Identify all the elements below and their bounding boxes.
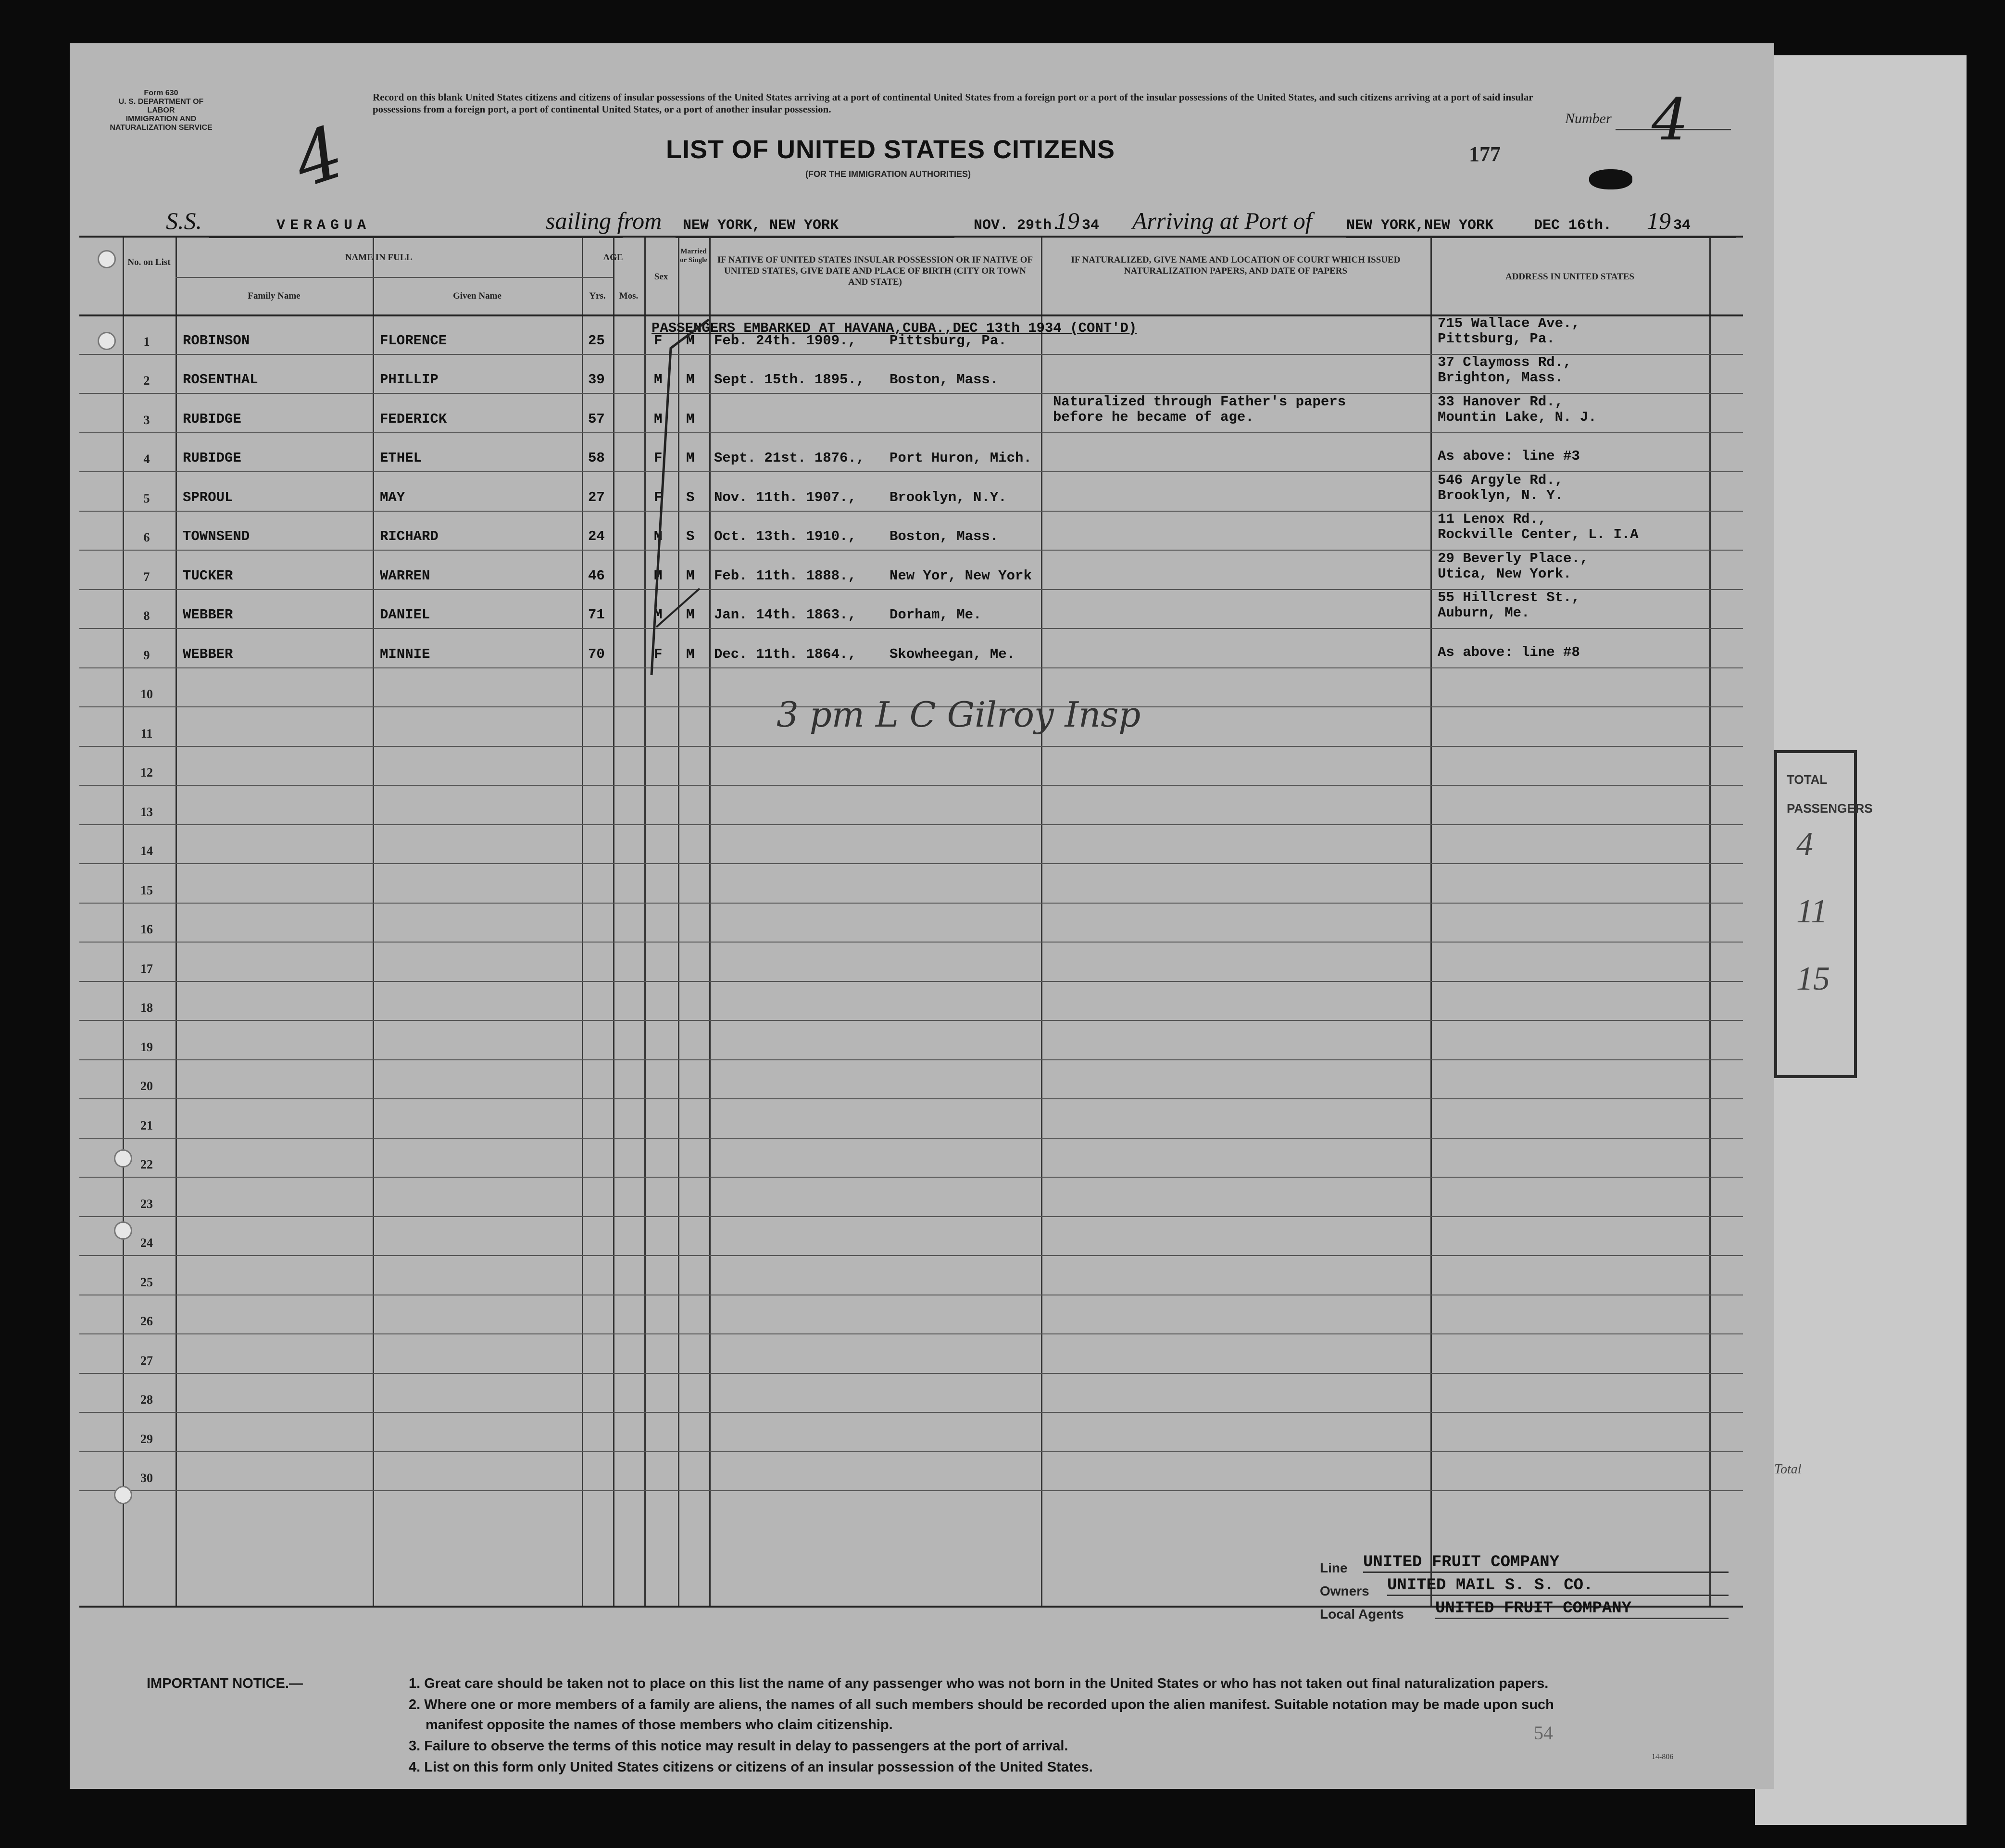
- row-number: 25: [140, 1275, 153, 1289]
- row-rule: [79, 1216, 1743, 1217]
- address-line-2: Brighton, Mass.: [1438, 370, 1564, 386]
- given-name: FEDERICK: [380, 411, 447, 427]
- birth-place: Dorham, Me.: [890, 607, 982, 623]
- binder-hole: [98, 332, 116, 350]
- age-years: 57: [588, 411, 605, 427]
- row-rule: [79, 785, 1743, 786]
- departure-year: 34: [1082, 217, 1100, 234]
- page-subtitle: (FOR THE IMMIGRATION AUTHORITIES): [805, 169, 971, 179]
- row-rule: [79, 1333, 1743, 1334]
- sex: M: [654, 607, 663, 623]
- birth-place: Pittsburg, Pa.: [890, 332, 1007, 349]
- agents-label: Local Agents: [1320, 1607, 1404, 1622]
- age-years: 70: [588, 646, 605, 662]
- birth-date: Dec. 11th. 1864.,: [714, 646, 856, 662]
- family-name: TOWNSEND: [183, 528, 250, 544]
- header-name: NAME IN FULL: [345, 252, 413, 263]
- notice-item-2: 2. Where one or more members of a family are aliens, the names of all such members should be recorded upon the alien manifest. Suitable notation may be made upon such: [409, 1697, 1554, 1712]
- row-rule: [79, 1098, 1743, 1099]
- row-rule: [79, 903, 1743, 904]
- notice-item-3: 3. Failure to observe the terms of this notice may result in delay to passengers at the port of arrival.: [409, 1738, 1068, 1754]
- family-name: WEBBER: [183, 607, 233, 623]
- row-rule: [79, 981, 1743, 982]
- notice-item-2-cont: manifest opposite the names of those members who claim citizenship.: [426, 1717, 893, 1733]
- row-number: 23: [140, 1196, 153, 1211]
- family-name: ROSENTHAL: [183, 372, 258, 388]
- row-rule: [79, 863, 1743, 864]
- tally-mark-2: 11: [1796, 893, 1828, 930]
- marital-status: M: [686, 567, 695, 584]
- marital-status: S: [686, 528, 695, 544]
- address-line-2: As above: line #8: [1438, 644, 1580, 660]
- age-years: 25: [588, 332, 605, 349]
- row-number: 15: [140, 883, 153, 897]
- marital-status: M: [686, 646, 695, 662]
- birth-place: New Yor, New York: [890, 567, 1032, 584]
- row-rule: [79, 1138, 1743, 1139]
- row-rule: [79, 824, 1743, 825]
- age-years: 71: [588, 607, 605, 623]
- row-rule: [79, 746, 1743, 747]
- row-rule: [79, 942, 1743, 943]
- address-line-1: 546 Argyle Rd.,: [1438, 472, 1564, 488]
- row-rule: [79, 1059, 1743, 1060]
- number-label: Number: [1565, 111, 1612, 126]
- birth-date: Feb. 11th. 1888.,: [714, 567, 856, 584]
- notice-item-4: 4. List on this form only United States citizens or citizens of an insular possession of the United States.: [409, 1760, 1093, 1775]
- header-yrs: Yrs.: [589, 291, 606, 301]
- sex: F: [654, 332, 663, 349]
- ss-label: S.S.: [166, 207, 202, 234]
- instructions-text: Record on this blank United States citizens and citizens of insular possessions of the United States arriving at a port of continental United States from a foreign port or a port of the insular possessions of the United States, and such citizens arriving at a port of said insular possessions from a foreign port, a port of continental United States, or a port of another insular possession.: [373, 91, 1533, 115]
- number-value: 4: [1652, 87, 1689, 153]
- stamp-number: 54: [1534, 1722, 1553, 1744]
- row-number: 17: [140, 961, 153, 976]
- given-name: WARREN: [380, 567, 430, 584]
- tally-mark-3: 15: [1796, 960, 1830, 997]
- birth-date: Feb. 24th. 1909.,: [714, 332, 856, 349]
- row-rule: [79, 628, 1743, 629]
- address-line-2: Brooklyn, N. Y.: [1438, 487, 1564, 503]
- address-line-1: 715 Wallace Ave.,: [1438, 315, 1580, 331]
- owners-value: UNITED MAIL S. S. CO.: [1387, 1576, 1729, 1596]
- given-name: DANIEL: [380, 607, 430, 623]
- age-years: 27: [588, 489, 605, 505]
- sex: F: [654, 646, 663, 662]
- year-prefix: 19: [1055, 207, 1079, 234]
- row-number: 14: [140, 844, 153, 858]
- notice-item-1: 1. Great care should be taken not to place on this list the name of any passenger who was not born in the United States or who has not taken out final naturalization papers.: [409, 1676, 1549, 1691]
- row-rule: [79, 1451, 1743, 1452]
- passenger-table: [79, 236, 1743, 1608]
- header-married: Married or Single: [680, 248, 707, 264]
- year-prefix-2: 19: [1647, 207, 1671, 234]
- address-line-1: 33 Hanover Rd.,: [1438, 393, 1564, 410]
- ink-blot: [1589, 169, 1632, 189]
- header-age: AGE: [603, 252, 623, 263]
- address-line-1: 55 Hillcrest St.,: [1438, 590, 1580, 605]
- header-sex: Sex: [654, 272, 668, 282]
- row-rule: [79, 1255, 1743, 1256]
- sex: F: [654, 489, 663, 505]
- given-name: RICHARD: [380, 528, 439, 544]
- manifest-page: [70, 43, 1774, 1789]
- header-naturalized: IF NATURALIZED, GIVE NAME AND LOCATION OF COURT WHICH ISSUED NATURALIZATION PAPERS, AND DATE OF PAPERS: [1071, 255, 1401, 276]
- row-rule: [79, 1412, 1743, 1413]
- birth-place: Port Huron, Mich.: [890, 450, 1032, 466]
- tally-mark-1: 4: [1796, 826, 1813, 863]
- row-number: 29: [140, 1432, 153, 1446]
- line-value: UNITED FRUIT COMPANY: [1363, 1553, 1729, 1573]
- address-line-2: Utica, New York.: [1438, 566, 1572, 582]
- row-number: 18: [140, 1001, 153, 1015]
- row-number: 13: [140, 805, 153, 819]
- header-mos: Mos.: [619, 291, 639, 301]
- form-code: 14-806: [1652, 1753, 1674, 1761]
- owners-label: Owners: [1320, 1584, 1369, 1598]
- header-address: ADDRESS IN UNITED STATES: [1505, 272, 1634, 282]
- marital-status: M: [686, 332, 695, 349]
- header-given: Given Name: [453, 291, 501, 301]
- handwritten-number: 4: [284, 110, 353, 204]
- naturalization-line-1: Naturalized through Father's papers: [1053, 393, 1346, 410]
- address-line-2: Mountin Lake, N. J.: [1438, 409, 1597, 425]
- sex: M: [654, 567, 663, 584]
- row-rule: [79, 1490, 1743, 1491]
- list-number: 177: [1469, 142, 1501, 166]
- sex: M: [654, 372, 663, 388]
- given-name: PHILLIP: [380, 372, 439, 388]
- service-name: IMMIGRATION AND NATURALIZATION SERVICE: [110, 115, 213, 132]
- address-line-2: Rockville Center, L. I.A: [1438, 527, 1639, 542]
- address-line-1: 37 Claymoss Rd.,: [1438, 354, 1572, 370]
- marital-status: S: [686, 489, 695, 505]
- check-marks: [642, 319, 738, 685]
- row-number: 4: [143, 452, 150, 466]
- given-name: FLORENCE: [380, 332, 447, 349]
- row-rule: [79, 432, 1743, 433]
- form-number: Form 630: [144, 89, 178, 97]
- marital-status: M: [686, 450, 695, 466]
- birth-date: Jan. 14th. 1863.,: [714, 607, 856, 623]
- birth-place: Skowheegan, Me.: [890, 646, 1015, 662]
- row-number: 9: [143, 648, 150, 662]
- arriving-label: Arriving at Port of: [1132, 207, 1312, 234]
- row-number: 22: [140, 1157, 153, 1171]
- address-line-1: 11 Lenox Rd.,: [1438, 511, 1547, 527]
- section-note: PASSENGERS EMBARKED AT HAVANA,CUBA.,DEC 13th 1934 (CONT'D): [652, 320, 1137, 336]
- age-years: 24: [588, 528, 605, 544]
- side-tally-box: [1774, 750, 1873, 1078]
- row-rule: [79, 1373, 1743, 1374]
- tally-total-note: Total: [1774, 1462, 1802, 1477]
- header-birth: IF NATIVE OF UNITED STATES INSULAR POSSESSION OR IF NATIVE OF UNITED STATES, GIVE DATE AND PLACE OF BIRTH (CITY OR TOWN AND STATE): [717, 255, 1033, 287]
- line-label: Line: [1320, 1560, 1348, 1575]
- sailing-label: sailing from: [546, 207, 662, 234]
- sex: F: [654, 450, 663, 466]
- family-name: ROBINSON: [183, 332, 250, 349]
- row-number: 1: [143, 334, 150, 349]
- row-number: 11: [140, 726, 153, 741]
- age-years: 46: [588, 567, 605, 584]
- marital-status: M: [686, 607, 695, 623]
- birth-place: Brooklyn, N.Y.: [890, 489, 1007, 505]
- row-number: 27: [140, 1353, 153, 1368]
- row-number: 6: [143, 530, 150, 544]
- marital-status: M: [686, 411, 695, 427]
- birth-date: Sept. 15th. 1895.,: [714, 372, 865, 388]
- tally-total-label: TOTAL: [1787, 772, 1828, 787]
- row-rule: [79, 1020, 1743, 1021]
- given-name: MAY: [380, 489, 405, 505]
- row-number: 28: [140, 1393, 153, 1407]
- row-rule: [79, 667, 1743, 668]
- row-number: 21: [140, 1118, 153, 1132]
- sex: M: [654, 411, 663, 427]
- family-name: SPROUL: [183, 489, 233, 505]
- row-number: 2: [143, 374, 150, 388]
- departure-date: NOV. 29th.: [974, 217, 1061, 234]
- row-number: 20: [140, 1079, 153, 1093]
- departure-port: NEW YORK, NEW YORK: [683, 217, 839, 234]
- page-title: LIST OF UNITED STATES CITIZENS: [666, 135, 1115, 164]
- family-name: RUBIDGE: [183, 450, 241, 466]
- notice-heading: IMPORTANT NOTICE.—: [147, 1676, 303, 1691]
- age-years: 39: [588, 372, 605, 388]
- header-no: No. on List: [127, 257, 171, 267]
- binder-hole: [114, 1221, 132, 1240]
- address-line-2: Auburn, Me.: [1438, 605, 1530, 621]
- birth-date: Nov. 11th. 1907.,: [714, 489, 856, 505]
- given-name: ETHEL: [380, 450, 422, 466]
- row-number: 26: [140, 1314, 153, 1328]
- age-years: 58: [588, 450, 605, 466]
- tally-passengers-label: PASSENGERS: [1787, 801, 1873, 816]
- header-family: Family Name: [248, 291, 301, 301]
- birth-place: Boston, Mass.: [890, 528, 999, 544]
- department-name: U. S. DEPARTMENT OF LABOR: [118, 98, 204, 114]
- family-name: TUCKER: [183, 567, 233, 584]
- binder-hole: [114, 1486, 132, 1504]
- row-number: 12: [140, 766, 153, 779]
- row-number: 19: [140, 1040, 153, 1054]
- row-number: 24: [140, 1236, 153, 1250]
- address-line-1: 29 Beverly Place.,: [1438, 550, 1589, 566]
- row-number: 16: [140, 922, 153, 936]
- naturalization-line-2: before he became of age.: [1053, 409, 1254, 425]
- row-rule: [79, 1177, 1743, 1178]
- row-number: 8: [143, 609, 150, 623]
- row-number: 10: [140, 687, 153, 701]
- given-name: MINNIE: [380, 646, 430, 662]
- row-number: 7: [143, 569, 150, 584]
- row-number: 5: [143, 491, 150, 505]
- binder-hole: [98, 250, 116, 268]
- birth-date: Sept. 21st. 1876.,: [714, 450, 865, 466]
- inspector-signature: 3 pm L C Gilroy Insp: [777, 694, 1141, 735]
- address-line-2: Pittsburg, Pa.: [1438, 330, 1555, 347]
- address-line-2: As above: line #3: [1438, 448, 1580, 464]
- sex: M: [654, 528, 663, 544]
- family-name: WEBBER: [183, 646, 233, 662]
- birth-place: Boston, Mass.: [890, 372, 999, 388]
- row-number: 3: [143, 413, 150, 427]
- agents-value: UNITED FRUIT COMPANY: [1435, 1599, 1729, 1619]
- form-identifier: [108, 89, 214, 132]
- arrival-port: NEW YORK,NEW YORK: [1346, 217, 1494, 234]
- birth-date: Oct. 13th. 1910.,: [714, 528, 856, 544]
- binder-hole: [114, 1149, 132, 1168]
- arrival-year: 34: [1673, 217, 1691, 234]
- row-number: 30: [140, 1471, 153, 1485]
- marital-status: M: [686, 372, 695, 388]
- arrival-date: DEC 16th.: [1534, 217, 1612, 234]
- ship-name: VERAGUA: [276, 217, 371, 234]
- family-name: RUBIDGE: [183, 411, 241, 427]
